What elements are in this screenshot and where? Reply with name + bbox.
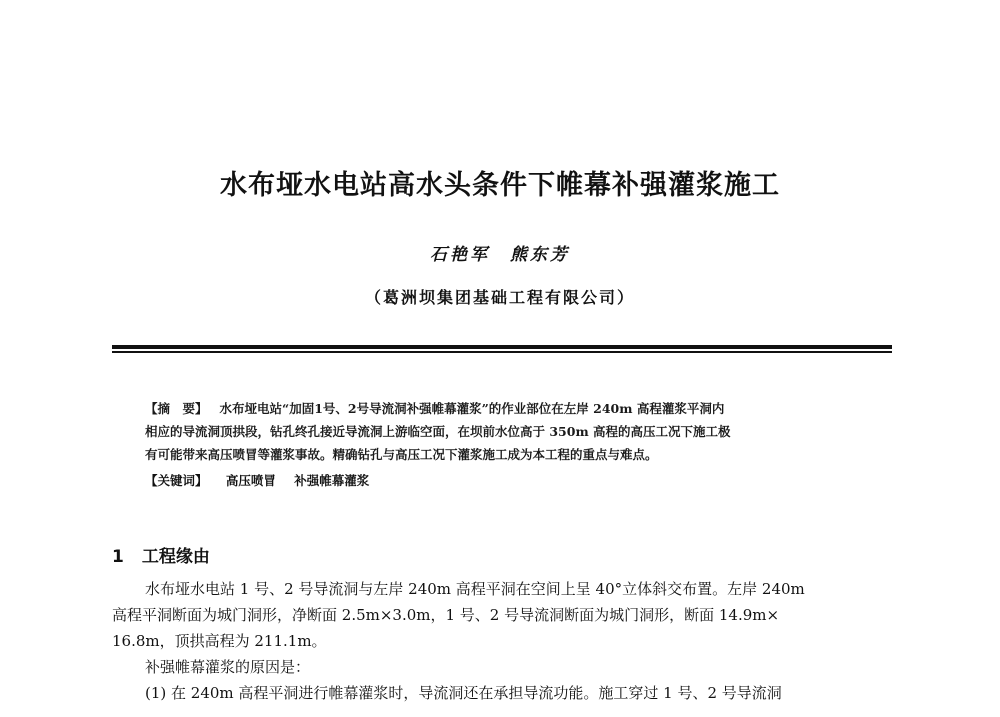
body-line: 高程平洞断面为城门洞形，净断面 2.5m×3.0m，1 号、2 号导流洞断面为城门洞形，断面 14.9m× bbox=[112, 606, 780, 624]
abstract-line: 有可能带来高压喷冒等灌浆事故。精确钻孔与高压工况下灌浆施工成为本工程的重点与难点。 bbox=[145, 447, 658, 462]
paper-affiliation: （葛洲坝集团基础工程有限公司） bbox=[364, 288, 635, 307]
paper-authors: 石艳军 熊东芳 bbox=[430, 245, 570, 265]
body-line: 补强帷幕灌浆的原因是： bbox=[145, 658, 311, 676]
section-body bbox=[112, 576, 897, 706]
body-line: 水布垭水电站 1 号、2 号导流洞与左岸 240m 高程平洞在空间上呈 40°立体斜交布置。左岸 240m bbox=[145, 580, 805, 598]
keyword-item: 补强帷幕灌浆 bbox=[294, 473, 370, 488]
section-heading bbox=[112, 542, 210, 567]
abstract-line bbox=[145, 397, 865, 420]
body-line: 16.8m，顶拱高程为 211.1m。 bbox=[112, 632, 327, 650]
section-number: 1 bbox=[112, 547, 124, 567]
abstract-label: 【摘 要】 bbox=[145, 401, 208, 416]
keywords bbox=[145, 471, 383, 489]
divider-thin-line bbox=[112, 351, 892, 353]
abstract bbox=[145, 397, 865, 466]
body-line: (1) 在 240m 高程平洞进行帷幕灌浆时，导流洞还在承担导流功能。施工穿过 1 号、2 号导流洞 bbox=[145, 684, 782, 702]
section-title: 工程缘由 bbox=[141, 547, 210, 567]
abstract-line: 相应的导流洞顶拱段，钻孔终孔接近导流洞上游临空面，在坝前水位高于 350m 高程的高压工况下施工极 bbox=[145, 424, 731, 439]
abstract-text: 水布垭电站“加固1号、2号导流洞补强帷幕灌浆”的作业部位在左岸 240m 高程灌浆平洞内 bbox=[219, 401, 725, 416]
header-divider bbox=[112, 345, 892, 353]
keyword-item: 高压喷冒 bbox=[225, 473, 276, 488]
paper-title: 水布垭水电站高水头条件下帷幕补强灌浆施工 bbox=[220, 170, 780, 201]
keywords-label: 【关键词】 bbox=[145, 473, 208, 488]
